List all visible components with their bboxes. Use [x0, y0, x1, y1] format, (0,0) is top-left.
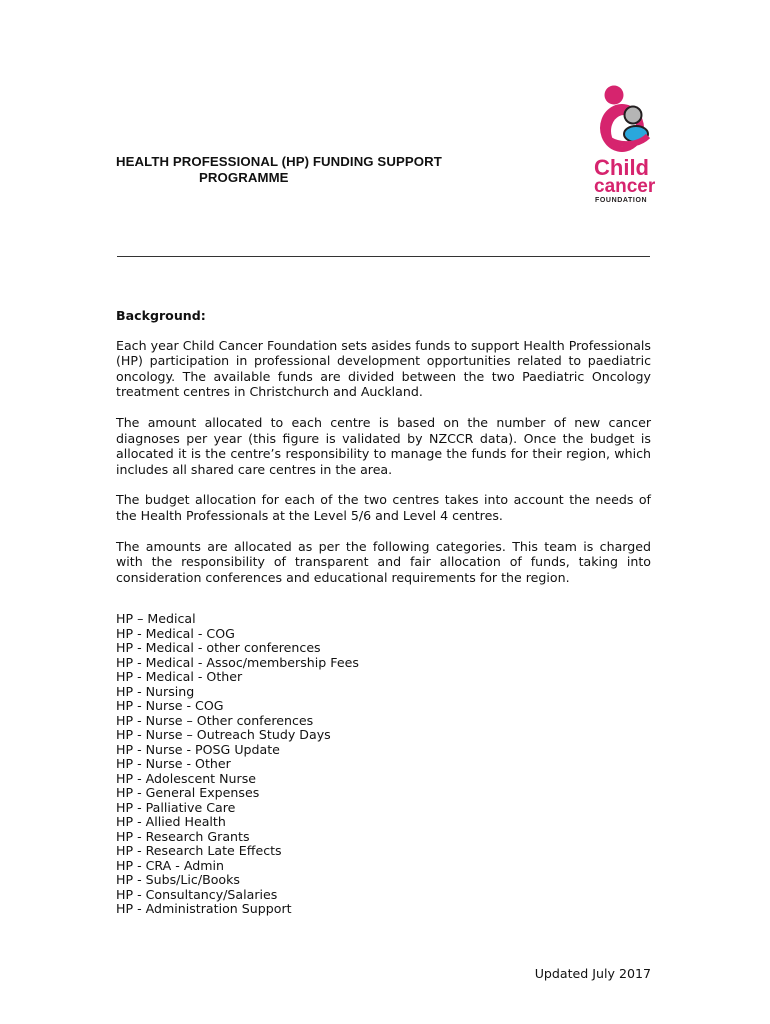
document-body [116, 308, 651, 917]
document-title [116, 154, 442, 186]
list-item: HP - Research Grants [116, 828, 250, 844]
logo-word-foundation: FOUNDATION [595, 197, 648, 204]
horizontal-divider [117, 256, 650, 257]
paragraph-2: The amount allocated to each centre is based on the number of new cancer diagnoses per year (this figure is validated by NZCCR data). Once the budget is allocated it is the centre’s responsibility to manage the funds for their region, which includes all shared care centres in the area. [116, 414, 651, 477]
logo-child-head [625, 107, 642, 124]
list-item: HP - Consultancy/Salaries [116, 886, 278, 902]
logo-word-cancer: cancer [594, 176, 656, 197]
list-item: HP - Nurse – Outreach Study Days [116, 727, 331, 743]
logo-word-child: Child [594, 155, 649, 180]
title-line-1: HEALTH PROFESSIONAL (HP) FUNDING SUPPORT [116, 154, 442, 169]
list-item: HP - Allied Health [116, 814, 226, 830]
list-item: HP - Medical - Other [116, 669, 243, 685]
paragraph-4: The amounts are allocated as per the following categories. This team is charged with the responsibility of transparent and fair allocation of funds, taking into consideration conferences and educational requirements for the region. [116, 538, 651, 585]
list-item: HP - CRA - Admin [116, 857, 224, 873]
list-item: HP - Administration Support [116, 901, 292, 917]
list-item: HP - Medical - other conferences [116, 640, 321, 656]
list-item: HP - Research Late Effects [116, 843, 282, 859]
updated-date: Updated July 2017 [534, 966, 651, 981]
list-item: HP - Nurse – Other conferences [116, 712, 314, 728]
list-item: HP – Medical [116, 611, 196, 627]
list-item: HP - Nursing [116, 683, 195, 699]
list-item: HP - Nurse - Other [116, 756, 231, 772]
paragraph-3: The budget allocation for each of the two centres takes into account the needs of the Health Professionals at the Level 5/6 and Level 4 centres. [116, 492, 651, 523]
title-line-2: PROGRAMME [199, 170, 289, 185]
child-cancer-foundation-logo [590, 82, 668, 208]
list-item: HP - Adolescent Nurse [116, 770, 257, 786]
list-item: HP - Nurse - POSG Update [116, 741, 280, 757]
logo-parent-head [605, 86, 624, 105]
list-item: HP - General Expenses [116, 785, 260, 801]
list-item: HP - Medical - COG [116, 625, 235, 641]
list-item: HP - Subs/Lic/Books [116, 872, 240, 888]
paragraph-1: Each year Child Cancer Foundation sets asides funds to support Health Professionals (HP) participation in professional development opportunities related to paediatric oncology. The available funds are divided between the two Paediatric Oncology treatment centres in Christchurch and Auckland. [116, 337, 651, 400]
category-list [116, 612, 651, 917]
list-item: HP - Nurse - COG [116, 698, 224, 714]
background-heading: Background: [116, 308, 206, 323]
list-item: HP - Medical - Assoc/membership Fees [116, 654, 359, 670]
list-item: HP - Palliative Care [116, 799, 236, 815]
